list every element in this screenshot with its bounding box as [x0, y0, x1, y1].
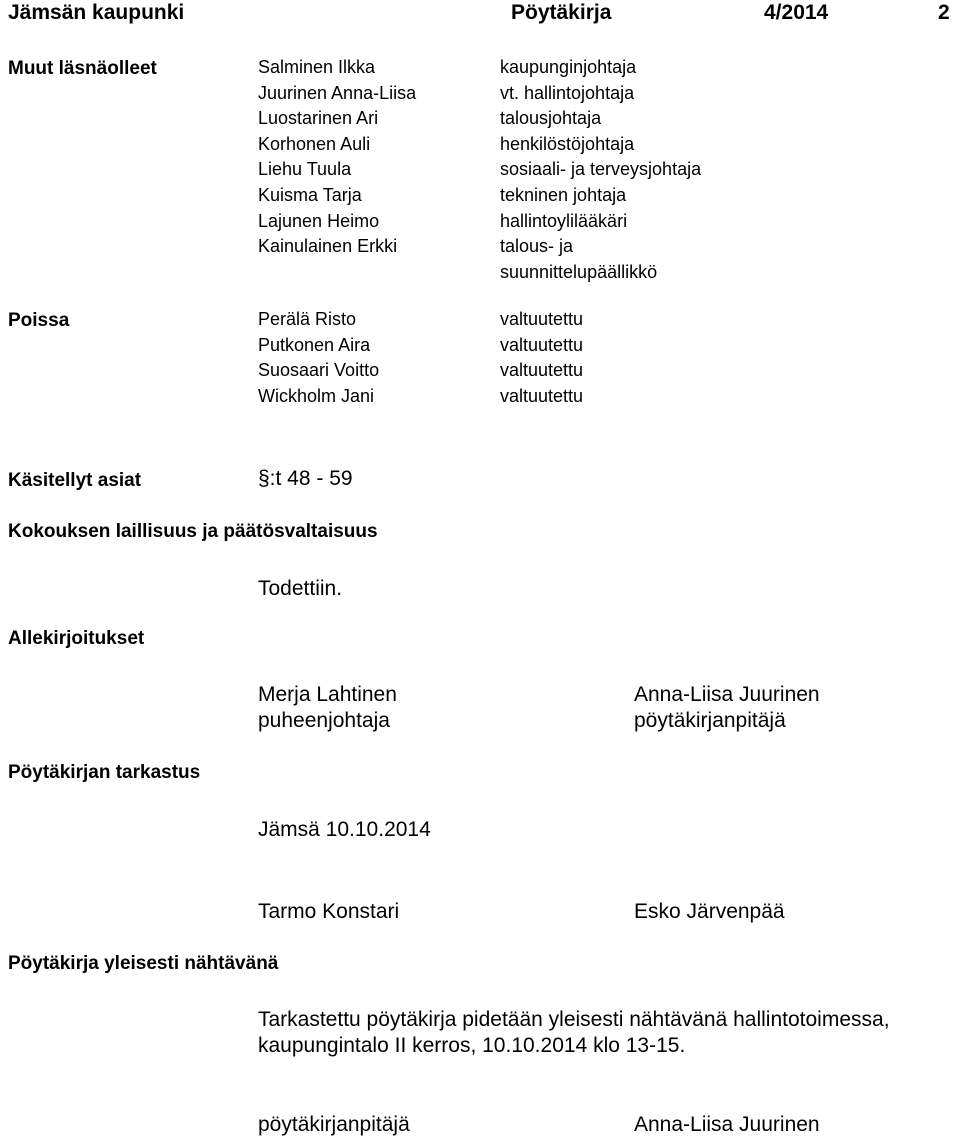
public-text-line-1: Tarkastettu pöytäkirja pidetään yleisesti nähtävänä hallintotoimessa, — [258, 1008, 890, 1031]
reviewer-2: Esko Järvenpää — [634, 900, 785, 923]
absent-label: Poissa — [8, 310, 70, 331]
document-issue: 4/2014 — [764, 1, 829, 24]
absent-name: Perälä Risto — [258, 309, 357, 329]
present-name: Lajunen Heimo — [258, 210, 380, 231]
signatures-label: Allekirjoitukset — [8, 628, 145, 649]
chair-name: Merja Lahtinen — [258, 683, 397, 706]
present-role: vt. hallintojohtaja — [500, 82, 635, 103]
review-label: Pöytäkirjan tarkastus — [8, 762, 201, 783]
quorum-label: Kokouksen laillisuus ja päätösvaltaisuus — [8, 521, 378, 542]
absent-role: valtuutettu — [500, 360, 584, 381]
items-label: Käsitellyt asiat — [8, 470, 142, 491]
present-role: kaupunginjohtaja — [500, 57, 637, 77]
present-role: talous- ja — [500, 236, 574, 257]
present-name: Salminen Ilkka — [258, 57, 376, 77]
secretary-title: pöytäkirjanpitäjä — [634, 709, 786, 732]
present-role: talousjohtaja — [500, 108, 602, 129]
present-role: henkilöstöjohtaja — [500, 133, 635, 154]
absent-role: valtuutettu — [500, 385, 584, 406]
absent-role: valtuutettu — [500, 334, 584, 355]
present-role: tekninen johtaja — [500, 184, 627, 205]
absent-name: Putkonen Aira — [258, 334, 371, 355]
absent-name: Suosaari Voitto — [258, 360, 380, 381]
absent-role: valtuutettu — [500, 309, 584, 329]
present-name: Korhonen Auli — [258, 133, 371, 154]
secretary-name: Anna-Liisa Juurinen — [634, 683, 820, 706]
present-role: sosiaali- ja terveysjohtaja — [500, 159, 702, 180]
present-name: Kuisma Tarja — [258, 184, 362, 205]
page-number: 2 — [938, 1, 950, 24]
present-role: hallintoylilääkäri — [500, 210, 628, 231]
absent-names-list — [258, 307, 379, 409]
quorum-value: Todettiin. — [258, 577, 343, 600]
absent-name: Wickholm Jani — [258, 385, 375, 406]
present-name: Kainulainen Erkki — [258, 236, 398, 257]
present-name: Juurinen Anna-Liisa — [258, 82, 417, 103]
reviewer-1: Tarmo Konstari — [258, 900, 400, 923]
review-place-date: Jämsä 10.10.2014 — [258, 818, 431, 841]
present-name: Luostarinen Ari — [258, 108, 379, 129]
present-label: Muut läsnäolleet — [8, 58, 157, 79]
present-role: suunnittelupäällikkö — [500, 261, 658, 282]
document-type: Pöytäkirja — [511, 1, 612, 24]
public-label: Pöytäkirja yleisesti nähtävänä — [8, 953, 279, 974]
absent-roles-list — [500, 307, 583, 409]
chair-title: puheenjohtaja — [258, 709, 390, 732]
items-value: §:t 48 - 59 — [258, 467, 353, 490]
present-names-list — [258, 55, 416, 260]
public-signer-title: pöytäkirjanpitäjä — [258, 1113, 410, 1136]
organization-name: Jämsän kaupunki — [8, 1, 185, 24]
public-signer-name: Anna-Liisa Juurinen — [634, 1113, 820, 1136]
public-text-line-2: kaupungintalo II kerros, 10.10.2014 klo 13-15. — [258, 1034, 686, 1057]
present-roles-list — [500, 55, 701, 285]
present-name: Liehu Tuula — [258, 159, 352, 180]
